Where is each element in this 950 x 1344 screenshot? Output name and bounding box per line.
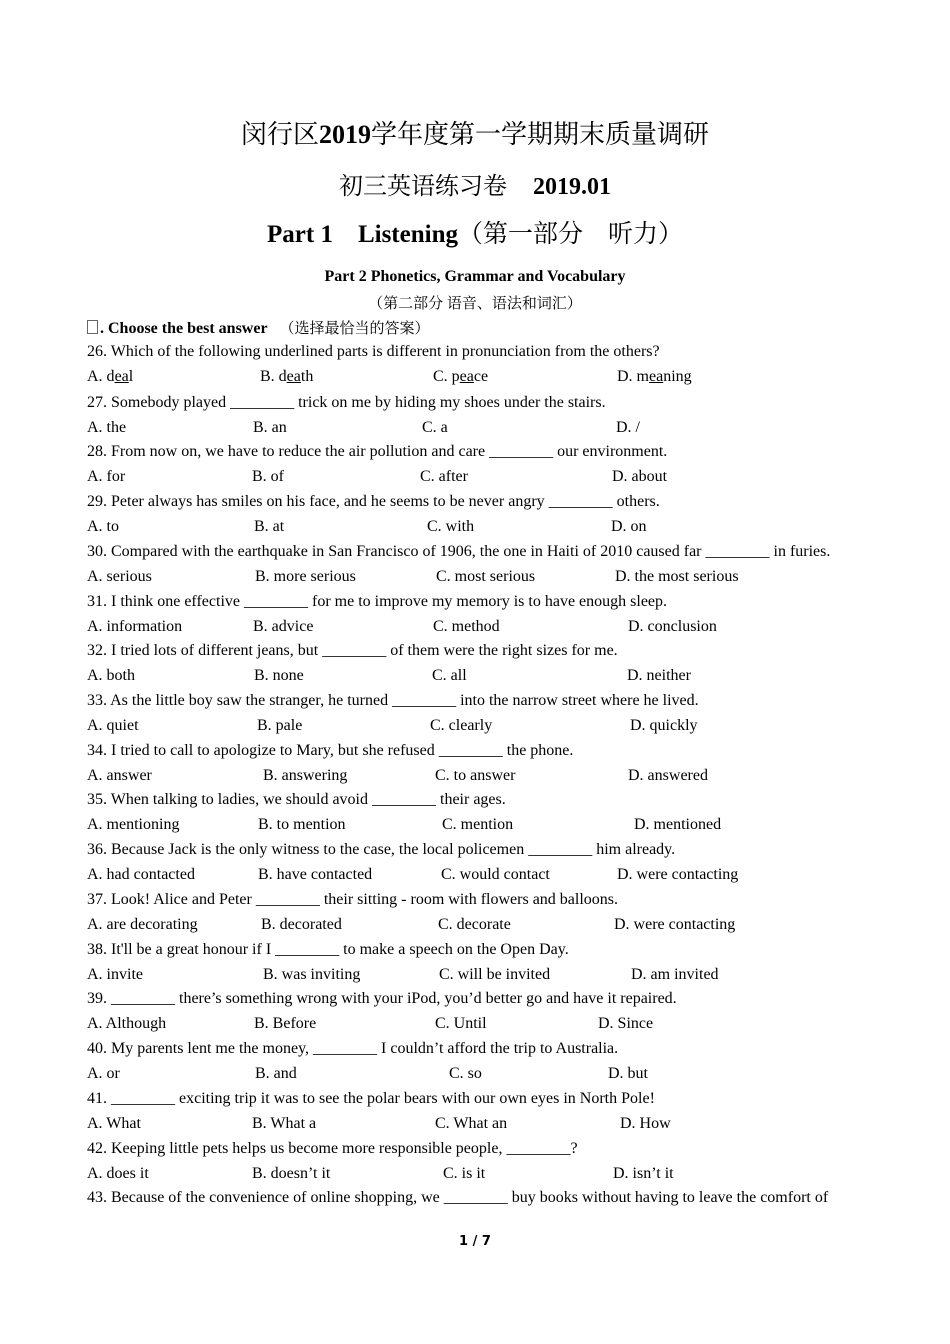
- option-a: A. to: [87, 518, 119, 535]
- option-a: A. had contacted: [87, 866, 195, 883]
- option-d: D. the most serious: [615, 568, 739, 585]
- option-a: A. the: [87, 419, 127, 436]
- document-subtitle: 初三英语练习卷 2019.01: [339, 174, 611, 200]
- option-d: D. about: [612, 468, 668, 485]
- question-stem: 33. As the little boy saw the stranger, he turned ________ into the narrow street where he lived.: [87, 692, 699, 709]
- option-d: D. meaning: [617, 368, 692, 385]
- option-b: B. at: [254, 518, 285, 535]
- option-b: B. was inviting: [263, 966, 361, 983]
- option-d: D. am invited: [631, 966, 719, 983]
- option-d: D. neither: [627, 667, 691, 684]
- option-d: D. How: [620, 1115, 671, 1132]
- option-c: C. to answer: [435, 767, 516, 784]
- option-c: C. a: [422, 419, 448, 436]
- option-c: C. What an: [435, 1115, 508, 1132]
- question-stem: 37. Look! Alice and Peter ________ their sitting - room with flowers and balloons.: [87, 891, 619, 908]
- option-a: A. information: [87, 618, 183, 635]
- option-d: D. answered: [628, 767, 708, 784]
- option-c: C. is it: [443, 1165, 486, 1182]
- document-title: 闵行区2019学年度第一学期期末质量调研: [240, 120, 710, 149]
- roman-numeral-placeholder-icon: [87, 320, 98, 334]
- question-stem: 43. Because of the convenience of online shopping, we ________ buy books without having to leave the comfort of: [87, 1189, 829, 1206]
- option-a: A. What: [87, 1115, 141, 1132]
- question-stem: 42. Keeping little pets helps us become more responsible people, ________?: [87, 1140, 578, 1157]
- question-stem: 26. Which of the following underlined parts is different in pronunciation from the others?: [87, 343, 660, 360]
- option-d: D. Since: [598, 1015, 654, 1032]
- option-b: B. and: [255, 1065, 297, 1082]
- option-b: B. death: [260, 368, 314, 385]
- option-a: A. does it: [87, 1165, 149, 1182]
- option-c: C. after: [420, 468, 468, 485]
- question-stem: 29. Peter always has smiles on his face, and he seems to be never angry ________ others.: [87, 493, 660, 510]
- option-c: C. clearly: [430, 717, 493, 734]
- option-d: D. mentioned: [634, 816, 722, 833]
- option-c: C. method: [433, 618, 500, 635]
- option-a: A. invite: [87, 966, 143, 983]
- option-d: D. isn’t it: [613, 1165, 674, 1182]
- option-c: C. Until: [435, 1015, 487, 1032]
- option-b: B. answering: [263, 767, 348, 784]
- question-stem: 27. Somebody played ________ trick on me by hiding my shoes under the stairs.: [87, 394, 606, 411]
- question-stem: 28. From now on, we have to reduce the air pollution and care ________ our environment.: [87, 443, 668, 460]
- option-c: C. will be invited: [439, 966, 551, 983]
- option-c: C. so: [449, 1065, 482, 1082]
- option-b: B. pale: [257, 717, 303, 734]
- option-c: C. all: [432, 667, 467, 684]
- part2-heading: Part 2 Phonetics, Grammar and Vocabulary: [324, 268, 626, 285]
- option-d: D. were contacting: [617, 866, 739, 883]
- part2-subheading: （第二部分 语音、语法和词汇）: [368, 296, 582, 312]
- option-d: D. conclusion: [628, 618, 717, 635]
- option-c: C. would contact: [441, 866, 550, 883]
- option-c: C. mention: [442, 816, 514, 833]
- option-c: C. with: [427, 518, 475, 535]
- option-c: C. decorate: [438, 916, 511, 933]
- option-b: B. What a: [252, 1115, 317, 1132]
- question-stem: 38. It'll be a great honour if I ________ to make a speech on the Open Day.: [87, 941, 569, 958]
- option-a: A. answer: [87, 767, 152, 784]
- option-d: D. quickly: [630, 717, 698, 734]
- option-a: A. or: [87, 1065, 120, 1082]
- option-a: A. serious: [87, 568, 152, 585]
- option-b: B. none: [254, 667, 304, 684]
- question-stem: 39. ________ there’s something wrong with your iPod, you’d better go and have it repaired.: [87, 990, 677, 1007]
- option-a: A. for: [87, 468, 126, 485]
- option-d: D. /: [616, 419, 640, 436]
- option-b: B. an: [253, 419, 287, 436]
- option-c: C. peace: [433, 368, 489, 385]
- option-a: A. quiet: [87, 717, 139, 734]
- option-a: A. Although: [87, 1015, 167, 1032]
- option-b: B. have contacted: [258, 866, 373, 883]
- question-stem: 41. ________ exciting trip it was to see the polar bears with our own eyes in North Pole!: [87, 1090, 655, 1107]
- option-c: C. most serious: [436, 568, 536, 585]
- option-b: B. advice: [253, 618, 314, 635]
- question-stem: 40. My parents lent me the money, ________ I couldn’t afford the trip to Australia.: [87, 1040, 619, 1057]
- option-a: A. both: [87, 667, 135, 684]
- question-stem: 35. When talking to ladies, we should avoid ________ their ages.: [87, 791, 506, 808]
- part1-heading: Part 1 Listening（第一部分 听力）: [267, 221, 683, 248]
- option-d: D. were contacting: [614, 916, 736, 933]
- option-b: B. of: [252, 468, 284, 485]
- option-b: B. to mention: [258, 816, 346, 833]
- question-stem: 36. Because Jack is the only witness to the case, the local policemen ________ him already.: [87, 841, 676, 858]
- option-d: D. but: [608, 1065, 648, 1082]
- question-stem: 31. I think one effective ________ for me to improve my memory is to have enough sleep.: [87, 593, 668, 610]
- option-a: A. deal: [87, 368, 134, 385]
- option-a: A. are decorating: [87, 916, 198, 933]
- option-d: D. on: [611, 518, 647, 535]
- option-b: B. doesn’t it: [252, 1165, 331, 1182]
- question-stem: 32. I tried lots of different jeans, but ________ of them were the right sizes for me.: [87, 642, 618, 659]
- option-b: B. Before: [254, 1015, 317, 1032]
- option-b: B. more serious: [255, 568, 356, 585]
- page-number: 1 / 7: [459, 1234, 491, 1249]
- option-a: A. mentioning: [87, 816, 180, 833]
- option-b: B. decorated: [261, 916, 342, 933]
- question-stem: 30. Compared with the earthquake in San Francisco of 1906, the one in Haiti of 2010 caused far ________ in furies.: [87, 543, 831, 560]
- section-heading: . Choose the best answer （选择最恰当的答案）: [87, 317, 430, 338]
- question-stem: 34. I tried to call to apologize to Mary, but she refused ________ the phone.: [87, 742, 574, 759]
